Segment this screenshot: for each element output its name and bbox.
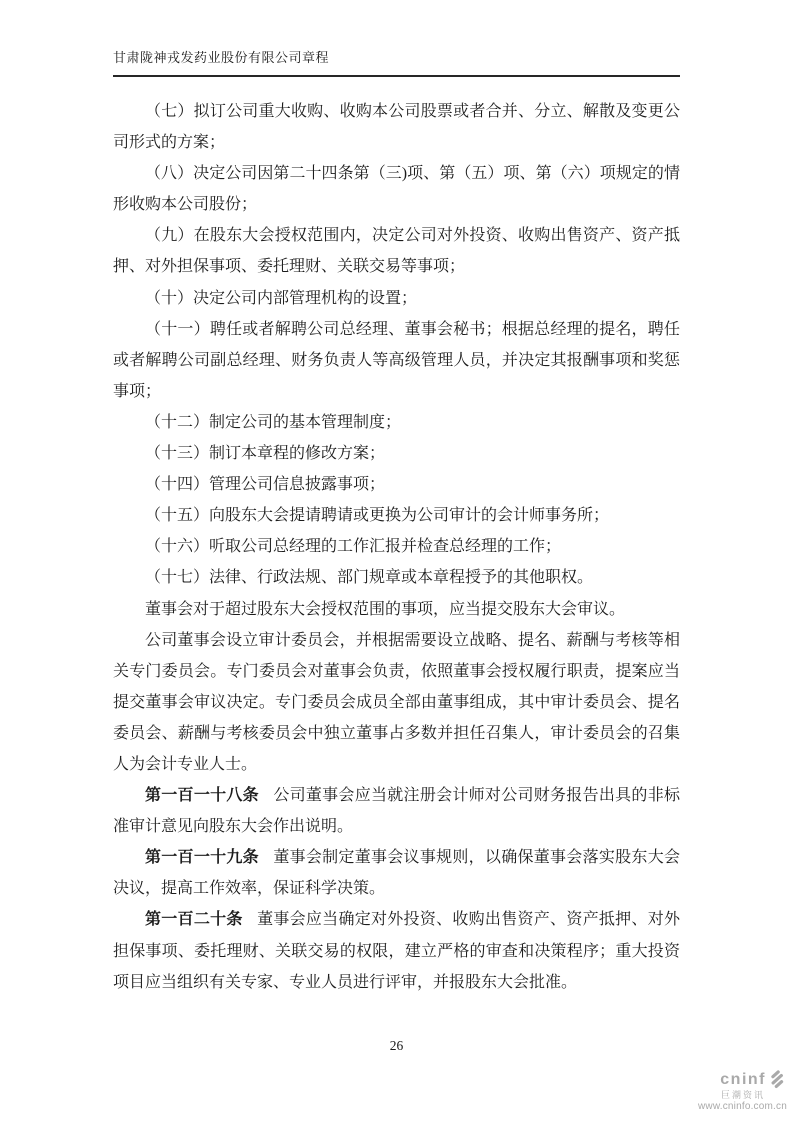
header-title: 甘肃陇神戎发药业股份有限公司章程 — [113, 50, 330, 65]
article-paragraph — [113, 842, 680, 904]
article-paragraph — [113, 904, 680, 997]
paragraph — [113, 220, 680, 282]
paragraph — [113, 562, 680, 593]
cninfo-chinese-name: 巨潮资讯 — [720, 1090, 765, 1100]
cninfo-url: www.cninfo.com.cn — [698, 1101, 787, 1113]
paragraph — [113, 158, 680, 220]
paragraph-text: 公司董事会应当就注册会计师对公司财务报告出具的非标准审计意见向股东大会作出说明。 — [113, 787, 680, 836]
paragraph — [113, 314, 680, 407]
paragraph — [113, 407, 680, 438]
paragraph — [113, 500, 680, 531]
cninfo-swirl-icon — [768, 1070, 787, 1089]
paragraph-text: （十四）管理公司信息披露事项； — [145, 476, 386, 494]
paragraph-text: 董事会对于超过股东大会授权范围的事项，应当提交股东大会审议。 — [145, 600, 626, 618]
cninfo-brand-row — [698, 1070, 787, 1089]
paragraph-text: （十）决定公司内部管理机构的设置； — [145, 289, 418, 307]
paragraph — [113, 438, 680, 469]
page-header — [113, 47, 680, 77]
paragraph-text: （八）决定公司因第二十四条第（三)项、第（五）项、第（六）项规定的情形收购本公司股份； — [113, 165, 680, 214]
paragraph — [113, 531, 680, 562]
page-number: 26 — [389, 1038, 404, 1053]
article-paragraph — [113, 780, 680, 842]
paragraph-text: （十七）法律、行政法规、部门规章或本章程授予的其他职权。 — [145, 569, 594, 587]
paragraph-text: （十一）聘任或者解聘公司总经理、董事会秘书；根据总经理的提名，聘任或者解聘公司副总经理、财务负责人等高级管理人员，并决定其报酬事项和奖惩事项； — [113, 320, 680, 400]
cninfo-brand-text: cninf — [720, 1070, 766, 1088]
paragraph-text: （十三）制订本章程的修改方案； — [145, 445, 386, 463]
paragraph — [113, 283, 680, 314]
paragraph-text: （七）拟订公司重大收购、收购本公司股票或者合并、分立、解散及变更公司形式的方案； — [113, 103, 680, 152]
paragraph — [113, 625, 680, 780]
paragraph-text: 董事会制定董事会议事规则，以确保董事会落实股东大会决议，提高工作效率，保证科学决策。 — [113, 849, 680, 898]
paragraph-text: （十六）听取公司总经理的工作汇报并检查总经理的工作； — [145, 538, 562, 556]
paragraph — [113, 96, 680, 158]
paragraph-text: （十五）向股东大会提请聘请或更换为公司审计的会计师事务所； — [145, 507, 610, 525]
document-body — [113, 96, 680, 998]
cninfo-watermark — [698, 1070, 787, 1112]
article-number: 第一百一十八条 — [145, 787, 259, 805]
paragraph-text: （九）在股东大会授权范围内，决定公司对外投资、收购出售资产、资产抵押、对外担保事项、委托理财、关联交易等事项； — [113, 227, 680, 276]
article-number: 第一百二十条 — [145, 911, 243, 929]
article-number: 第一百一十九条 — [145, 849, 259, 867]
paragraph — [113, 594, 680, 625]
paragraph-text: 公司董事会设立审计委员会，并根据需要设立战略、提名、薪酬与考核等相关专门委员会。专门委员会对董事会负责，依照董事会授权履行职责，提案应当提交董事会审议决定。专门委员会成员全部由董事组成，其中审计委员会、提名委员会、薪酬与考核委员会中独立董事占多数并担任召集人，审计委员会的召集人为会计专业人士。 — [113, 631, 680, 773]
paragraph-text: 董事会应当确定对外投资、收购出售资产、资产抵押、对外担保事项、委托理财、关联交易的权限，建立严格的审查和决策程序；重大投资项目应当组织有关专家、专业人员进行评审，并报股东大会批准。 — [113, 911, 680, 991]
paragraph — [113, 469, 680, 500]
paragraph-text: （十二）制定公司的基本管理制度； — [145, 413, 402, 431]
